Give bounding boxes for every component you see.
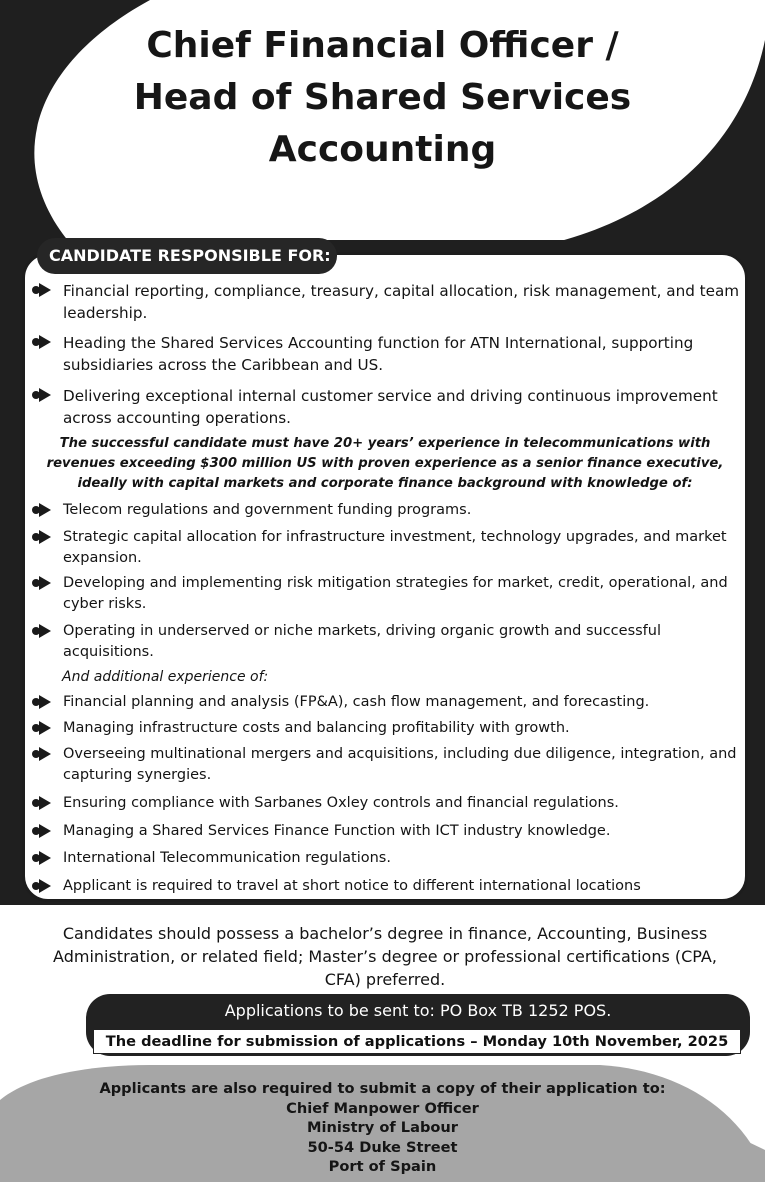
- chevron-arrow-icon: [30, 529, 52, 545]
- chevron-arrow-icon: [30, 823, 52, 839]
- requirements-statement: The successful candidate must have 20+ years’ experience in telecommunications with revenues exceeding $300 million US with proven experience as a senior finance executive, ideally with capital markets and corporate finance background with knowledge of:: [46, 436, 724, 491]
- knowledge-text: Developing and implementing risk mitigation strategies for market, credit, operational, and cyber risks.: [63, 575, 728, 612]
- title-line-2: Head of Shared Services: [133, 77, 632, 118]
- education-requirements: Candidates should possess a bachelor’s degree in finance, Accounting, Business Administration, or related field; Master’s degree or professional certifications (CPA, CFA) preferred.: [53, 924, 717, 989]
- copy-instruction: Applicants are also required to submit a copy of their application to:: [99, 1080, 666, 1097]
- application-deadline: The deadline for submission of applications – Monday 10th November, 2025: [93, 1029, 741, 1054]
- knowledge-text: Strategic capital allocation for infrastructure investment, technology upgrades, and market expansion.: [63, 529, 727, 566]
- title-line-1: Chief Financial Officer /: [146, 25, 619, 66]
- additional-text: Overseeing multinational mergers and acquisitions, including due diligence, integration, and capturing synergies.: [63, 746, 737, 783]
- additional-experience-label: And additional experience of:: [62, 669, 269, 685]
- recipient-street: 50-54 Duke Street: [307, 1138, 458, 1156]
- chevron-arrow-icon: [30, 878, 52, 894]
- page-title: [0, 20, 765, 176]
- additional-text: Financial planning and analysis (FP&A), cash flow management, and forecasting.: [63, 694, 650, 710]
- responsibility-text: Financial reporting, compliance, treasury, capital allocation, risk management, and team leadership.: [63, 282, 740, 322]
- additional-text: Ensuring compliance with Sarbanes Oxley controls and financial regulations.: [63, 795, 619, 811]
- responsibility-text: Heading the Shared Services Accounting function for ATN International, supporting subsidiaries across the Caribbean and US.: [63, 334, 694, 374]
- chevron-arrow-icon: [30, 720, 52, 736]
- chevron-arrow-icon: [30, 850, 52, 866]
- copy-recipient-block: [0, 1079, 765, 1177]
- knowledge-text: Telecom regulations and government funding programs.: [63, 502, 472, 518]
- chevron-arrow-icon: [30, 334, 52, 350]
- responsibilities-heading: CANDIDATE RESPONSIBLE FOR:: [37, 238, 337, 274]
- knowledge-text: Operating in underserved or niche markets, driving organic growth and successful acquisitions.: [63, 623, 661, 660]
- recipient-title: Chief Manpower Officer: [286, 1099, 479, 1117]
- chevron-arrow-icon: [30, 387, 52, 403]
- chevron-arrow-icon: [30, 575, 52, 591]
- application-address: Applications to be sent to: PO Box TB 1252 POS.: [224, 1001, 612, 1020]
- responsibility-text: Delivering exceptional internal customer service and driving continuous improvement across accounting operations.: [63, 387, 718, 427]
- additional-text: Applicant is required to travel at short notice to different international locations: [63, 878, 641, 894]
- recipient-organization: Ministry of Labour: [306, 1119, 459, 1136]
- additional-text: International Telecommunication regulations.: [63, 850, 391, 866]
- recipient-city: Port of Spain: [328, 1158, 437, 1175]
- title-line-3: Accounting: [268, 129, 497, 170]
- chevron-arrow-icon: [30, 795, 52, 811]
- chevron-arrow-icon: [30, 502, 52, 518]
- chevron-arrow-icon: [30, 623, 52, 639]
- additional-text: Managing infrastructure costs and balancing profitability with growth.: [63, 720, 570, 736]
- additional-text: Managing a Shared Services Finance Function with ICT industry knowledge.: [63, 823, 611, 839]
- chevron-arrow-icon: [30, 746, 52, 762]
- chevron-arrow-icon: [30, 694, 52, 710]
- chevron-arrow-icon: [30, 282, 52, 298]
